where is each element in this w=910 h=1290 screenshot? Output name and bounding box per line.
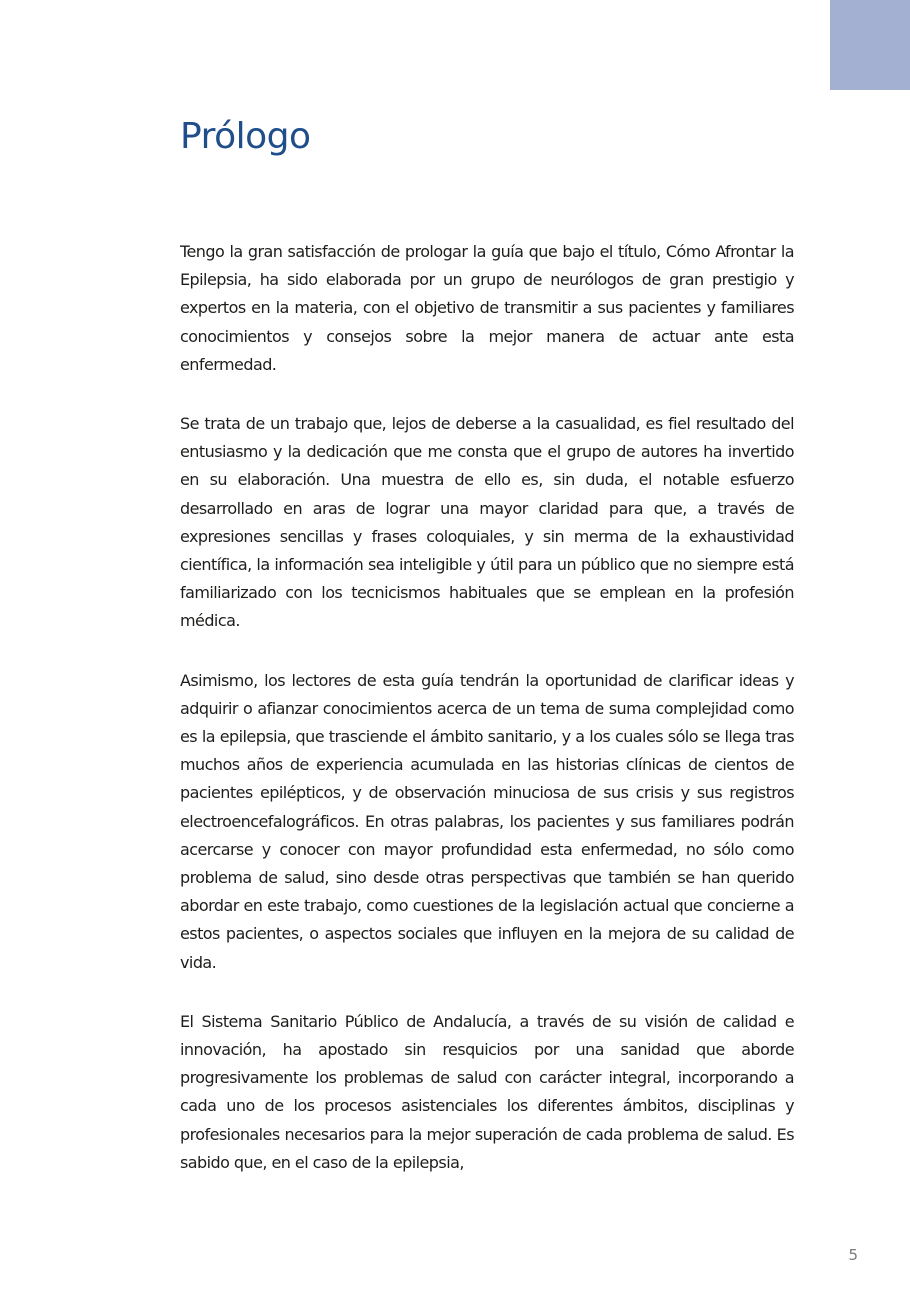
paragraph: Asimismo, los lectores de esta guía tendrán la oportunidad de clarificar ideas y adquirir o afianzar conocimientos acerca de un tema de suma complejidad como es la epilepsia, que trasciende el ámbito sanitario, y a los cuales sólo se llega tras muchos años de experiencia acumulada en las historias clínicas de cientos de pacientes epilépticos, y de observación minuciosa de sus crisis y sus registros electroencefalográficos. En otras palabras, los pacientes y sus familiares podrán acercarse y conocer con mayor profundidad esta enfermedad, no sólo como problema de salud, sino desde otras perspectivas que también se han querido abordar en este trabajo, como cuestiones de la legislación actual que concierne a estos pacientes, o aspectos sociales que influyen en la mejora de su calidad de vida. bbox=[180, 670, 794, 972]
corner-tab bbox=[830, 0, 910, 90]
paragraph: Se trata de un trabajo que, lejos de deberse a la casualidad, es fiel resultado del entusiasmo y la dedicación que me consta que el grupo de autores ha invertido en su elaboración. Una muestra de ello es, sin duda, el notable esfuerzo desarrollado en aras de lograr una mayor claridad para que, a través de expresiones sencillas y frases coloquiales, y sin merma de la exhaustividad científica, la información sea inteligible y útil para un público que no siempre está familiarizado con los tecnicismos habituales que se emplean en la profesión médica. bbox=[180, 414, 794, 631]
paragraph: El Sistema Sanitario Público de Andalucía, a través de su visión de calidad e innovación, ha apostado sin resquicios por una sanidad que aborde progresivamente los problemas de salud con carácter integral, incorporando a cada uno de los procesos asistenciales los diferentes ámbitos, disciplinas y profesionales necesarios para la mejor superación de cada problema de salud. Es sabido que, en el caso de la epilepsia, bbox=[180, 1011, 794, 1172]
page-number: 5 bbox=[848, 1246, 858, 1264]
page-title: Prólogo bbox=[180, 116, 311, 157]
paragraph: Tengo la gran satisfacción de prologar la guía que bajo el título, Cómo Afrontar la Epilepsia, ha sido elaborada por un grupo de neurólogos de gran prestigio y expertos en la materia, con el objetivo de transmitir a sus pacientes y familiares conocimientos y consejos sobre la mejor manera de actuar ante esta enfermedad. bbox=[180, 242, 794, 374]
body-text bbox=[180, 238, 794, 1208]
